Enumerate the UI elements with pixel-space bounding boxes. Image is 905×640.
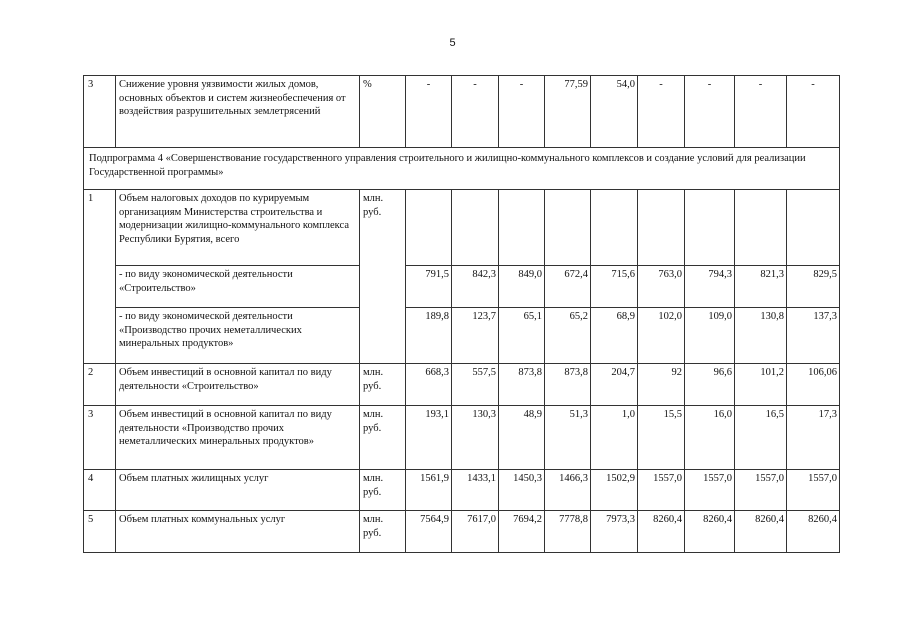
value-cell: 1557,0 bbox=[685, 470, 735, 511]
value-cell: 873,8 bbox=[545, 364, 591, 406]
row-unit: млн. руб. bbox=[360, 406, 406, 470]
row-index: 3 bbox=[84, 76, 116, 148]
value-cell: 130,8 bbox=[735, 308, 787, 364]
table-row bbox=[84, 76, 840, 148]
value-cell: 17,3 bbox=[787, 406, 840, 470]
value-cell: 8260,4 bbox=[787, 511, 840, 553]
row-name: Объем инвестиций в основной капитал по виду деятельности «Строительство» bbox=[116, 364, 360, 406]
row-index: 5 bbox=[84, 511, 116, 553]
value-cell bbox=[735, 190, 787, 266]
value-cell: 8260,4 bbox=[735, 511, 787, 553]
value-cell: 829,5 bbox=[787, 266, 840, 308]
row-name: Объем налоговых доходов по курируемым организациям Министерства строительства и модернизации жилищно-коммунального комплекса Республики Бурятия, всего bbox=[116, 190, 360, 266]
value-cell: 1,0 bbox=[591, 406, 638, 470]
value-cell: 51,3 bbox=[545, 406, 591, 470]
value-cell: 96,6 bbox=[685, 364, 735, 406]
table-row bbox=[84, 511, 840, 553]
value-cell: 68,9 bbox=[591, 308, 638, 364]
row-index: 2 bbox=[84, 364, 116, 406]
value-cell: 1502,9 bbox=[591, 470, 638, 511]
row-unit: млн. руб. bbox=[360, 470, 406, 511]
value-cell: 1466,3 bbox=[545, 470, 591, 511]
value-cell: 7617,0 bbox=[452, 511, 499, 553]
value-cell: - bbox=[787, 76, 840, 148]
table-row bbox=[84, 190, 840, 266]
value-cell: 48,9 bbox=[499, 406, 545, 470]
value-cell: 1557,0 bbox=[787, 470, 840, 511]
row-name: Объем платных жилищных услуг bbox=[116, 470, 360, 511]
row-name: Объем инвестиций в основной капитал по виду деятельности «Производство прочих неметаллических минеральных продуктов» bbox=[116, 406, 360, 470]
table-row bbox=[84, 364, 840, 406]
value-cell: 8260,4 bbox=[638, 511, 685, 553]
value-cell: 668,3 bbox=[406, 364, 452, 406]
value-cell: 137,3 bbox=[787, 308, 840, 364]
value-cell: 1450,3 bbox=[499, 470, 545, 511]
value-cell: 130,3 bbox=[452, 406, 499, 470]
value-cell: - bbox=[452, 76, 499, 148]
row-name: Снижение уровня уязвимости жилых домов, основных объектов и систем жизнеобеспечения от воздействия разрушительных землетрясений bbox=[116, 76, 360, 148]
row-name: - по виду экономической деятельности «Строительство» bbox=[116, 266, 360, 308]
value-cell bbox=[638, 190, 685, 266]
value-cell: 204,7 bbox=[591, 364, 638, 406]
value-cell: 65,1 bbox=[499, 308, 545, 364]
value-cell: 715,6 bbox=[591, 266, 638, 308]
value-cell: 106,06 bbox=[787, 364, 840, 406]
value-cell: 794,3 bbox=[685, 266, 735, 308]
row-unit: млн. руб. bbox=[360, 511, 406, 553]
value-cell: 7973,3 bbox=[591, 511, 638, 553]
value-cell: 77,59 bbox=[545, 76, 591, 148]
value-cell: - bbox=[735, 76, 787, 148]
value-cell: 791,5 bbox=[406, 266, 452, 308]
value-cell: 109,0 bbox=[685, 308, 735, 364]
value-cell: - bbox=[685, 76, 735, 148]
value-cell bbox=[406, 190, 452, 266]
value-cell: 557,5 bbox=[452, 364, 499, 406]
row-index: 4 bbox=[84, 470, 116, 511]
value-cell bbox=[591, 190, 638, 266]
row-unit: млн. руб. bbox=[360, 364, 406, 406]
value-cell: 15,5 bbox=[638, 406, 685, 470]
table-row bbox=[84, 470, 840, 511]
table-row bbox=[84, 406, 840, 470]
value-cell: 16,5 bbox=[735, 406, 787, 470]
subprogram-row bbox=[84, 148, 840, 190]
value-cell: 849,0 bbox=[499, 266, 545, 308]
value-cell: 1561,9 bbox=[406, 470, 452, 511]
value-cell: 189,8 bbox=[406, 308, 452, 364]
value-cell: 7564,9 bbox=[406, 511, 452, 553]
row-unit: млн. руб. bbox=[360, 190, 406, 364]
row-name: - по виду экономической деятельности «Производство прочих неметаллических минеральных продуктов» bbox=[116, 308, 360, 364]
value-cell bbox=[685, 190, 735, 266]
value-cell: 8260,4 bbox=[685, 511, 735, 553]
value-cell bbox=[787, 190, 840, 266]
table-row bbox=[84, 308, 840, 364]
row-index: 3 bbox=[84, 406, 116, 470]
subprogram-title: Подпрограмма 4 «Совершенствование государственного управления строительного и жилищно-коммунального комплексов и создание условий для реализации Государственной программы» bbox=[84, 148, 840, 190]
value-cell: - bbox=[638, 76, 685, 148]
value-cell: 1433,1 bbox=[452, 470, 499, 511]
value-cell: 65,2 bbox=[545, 308, 591, 364]
value-cell: 672,4 bbox=[545, 266, 591, 308]
value-cell: 842,3 bbox=[452, 266, 499, 308]
value-cell: 123,7 bbox=[452, 308, 499, 364]
value-cell: 54,0 bbox=[591, 76, 638, 148]
value-cell: 763,0 bbox=[638, 266, 685, 308]
page-number: 5 bbox=[449, 37, 456, 49]
value-cell: 193,1 bbox=[406, 406, 452, 470]
value-cell: 92 bbox=[638, 364, 685, 406]
value-cell bbox=[499, 190, 545, 266]
value-cell: 873,8 bbox=[499, 364, 545, 406]
value-cell bbox=[452, 190, 499, 266]
row-name: Объем платных коммунальных услуг bbox=[116, 511, 360, 553]
value-cell: - bbox=[499, 76, 545, 148]
value-cell: 1557,0 bbox=[735, 470, 787, 511]
value-cell: 101,2 bbox=[735, 364, 787, 406]
value-cell: 7778,8 bbox=[545, 511, 591, 553]
value-cell bbox=[545, 190, 591, 266]
row-index: 1 bbox=[84, 190, 116, 364]
value-cell: 16,0 bbox=[685, 406, 735, 470]
value-cell: 7694,2 bbox=[499, 511, 545, 553]
value-cell: 1557,0 bbox=[638, 470, 685, 511]
value-cell: 821,3 bbox=[735, 266, 787, 308]
value-cell: - bbox=[406, 76, 452, 148]
table-row bbox=[84, 266, 840, 308]
value-cell: 102,0 bbox=[638, 308, 685, 364]
indicators-table bbox=[83, 75, 840, 553]
row-unit: % bbox=[360, 76, 406, 148]
